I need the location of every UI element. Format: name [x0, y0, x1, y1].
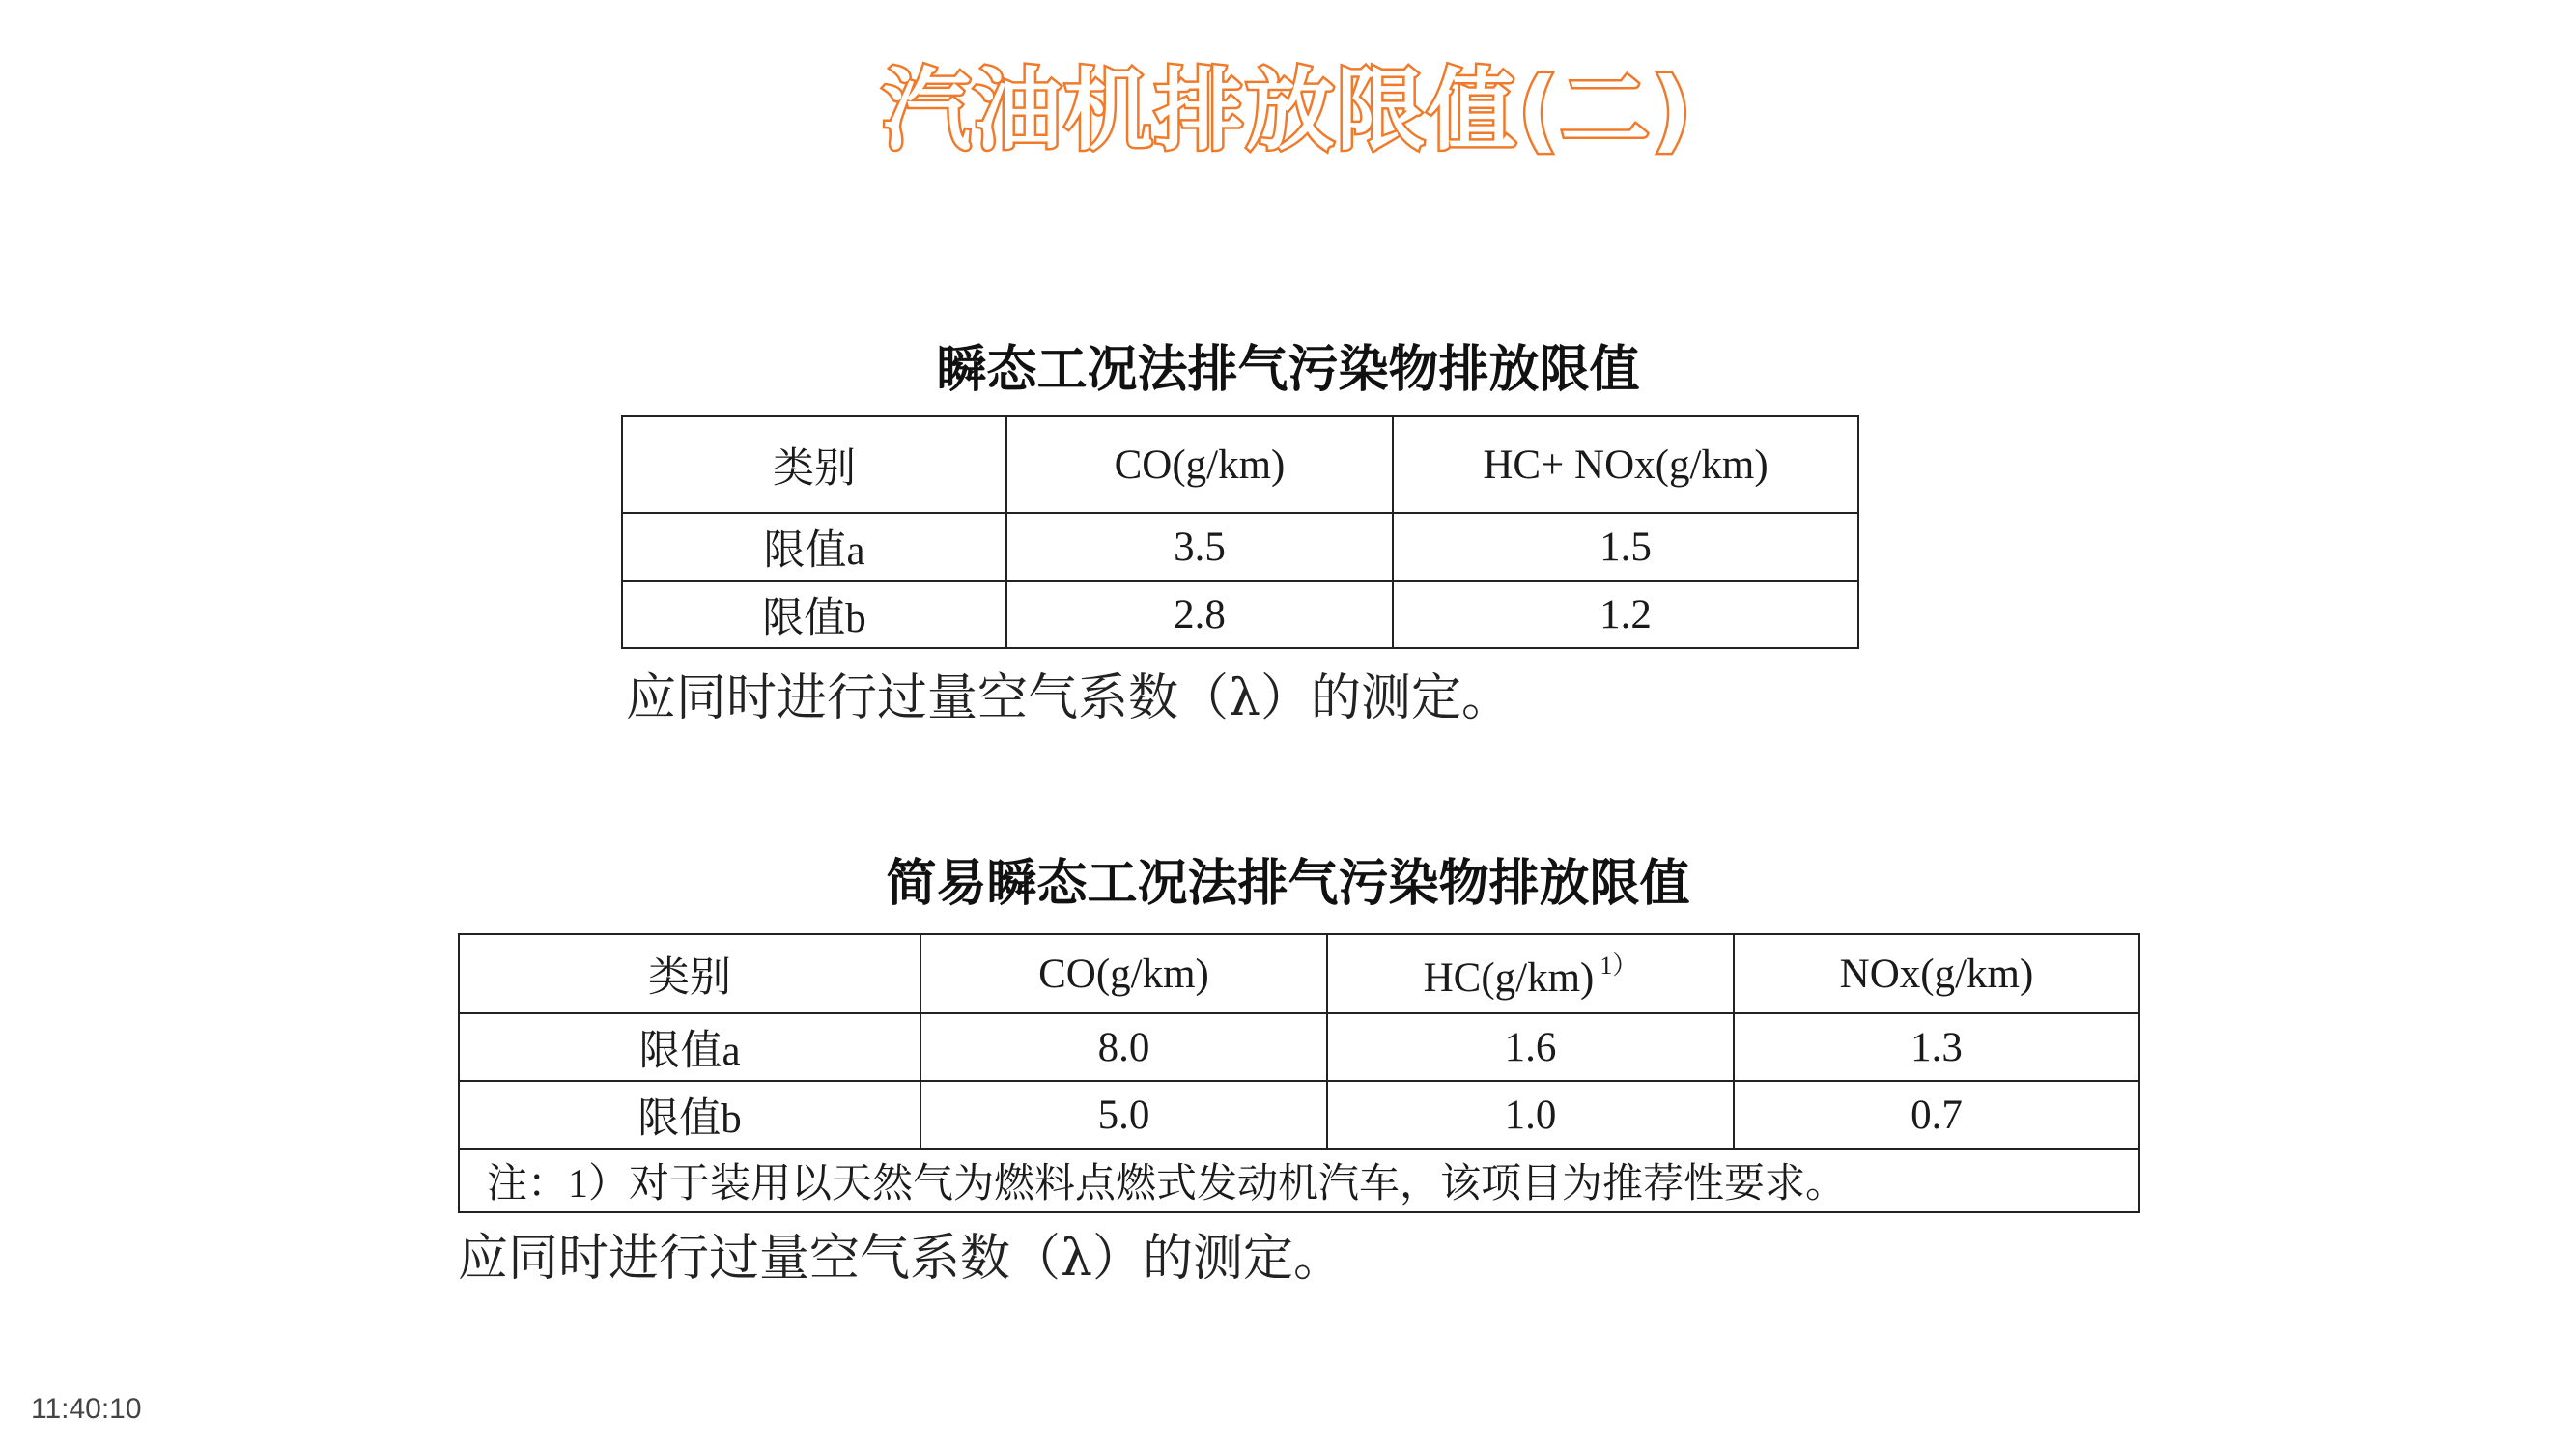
table-row — [622, 581, 1858, 648]
row-category: 限值a — [459, 1013, 920, 1081]
transient-limits-table — [621, 415, 1859, 649]
table-header-row — [622, 416, 1858, 513]
cell-hc-nox-value: 1.2 — [1393, 581, 1858, 648]
table-row — [459, 1013, 2139, 1081]
cell-nox-value: 0.7 — [1734, 1081, 2139, 1149]
cell-nox-value: 1.3 — [1734, 1013, 2139, 1081]
header-category: 类别 — [622, 416, 1006, 513]
table-note: 注：1）对于装用以天然气为燃料点燃式发动机汽车，该项目为推荐性要求。 — [459, 1149, 2139, 1212]
cell-hc-nox-value: 1.5 — [1393, 513, 1858, 581]
header-hc-nox: HC+ NOx(g/km) — [1393, 416, 1858, 513]
table-row — [622, 513, 1858, 581]
header-nox: NOx(g/km) — [1734, 934, 2139, 1013]
table1-remark: 应同时进行过量空气系数（λ）的测定。 — [626, 669, 1512, 727]
table-header-row — [459, 934, 2139, 1013]
slide-title: 汽油机排放限值(二) — [882, 59, 1694, 162]
row-category: 限值b — [459, 1081, 920, 1149]
footnote-marker: 1） — [1599, 952, 1638, 980]
table2-heading: 简易瞬态工况法排气污染物排放限值 — [886, 855, 1690, 913]
cell-co-value: 3.5 — [1006, 513, 1393, 581]
cell-hc-value: 1.0 — [1327, 1081, 1734, 1149]
table2-remark: 应同时进行过量空气系数（λ）的测定。 — [458, 1230, 1344, 1288]
cell-co-value: 5.0 — [920, 1081, 1327, 1149]
row-category: 限值a — [622, 513, 1006, 581]
cell-hc-value: 1.6 — [1327, 1013, 1734, 1081]
table-row — [459, 1081, 2139, 1149]
cell-co-value: 2.8 — [1006, 581, 1393, 648]
table1-heading: 瞬态工况法排气污染物排放限值 — [936, 341, 1640, 399]
cell-co-value: 8.0 — [920, 1013, 1327, 1081]
header-hc-label: HC(g/km) — [1423, 955, 1595, 1001]
row-category: 限值b — [622, 581, 1006, 648]
table-note-row — [459, 1149, 2139, 1212]
header-co: CO(g/km) — [920, 934, 1327, 1013]
simple-transient-limits-table — [458, 933, 2140, 1213]
timestamp: 11:40:10 — [31, 1393, 142, 1425]
header-hc — [1327, 934, 1734, 1013]
header-co: CO(g/km) — [1006, 416, 1393, 513]
header-category: 类别 — [459, 934, 920, 1013]
